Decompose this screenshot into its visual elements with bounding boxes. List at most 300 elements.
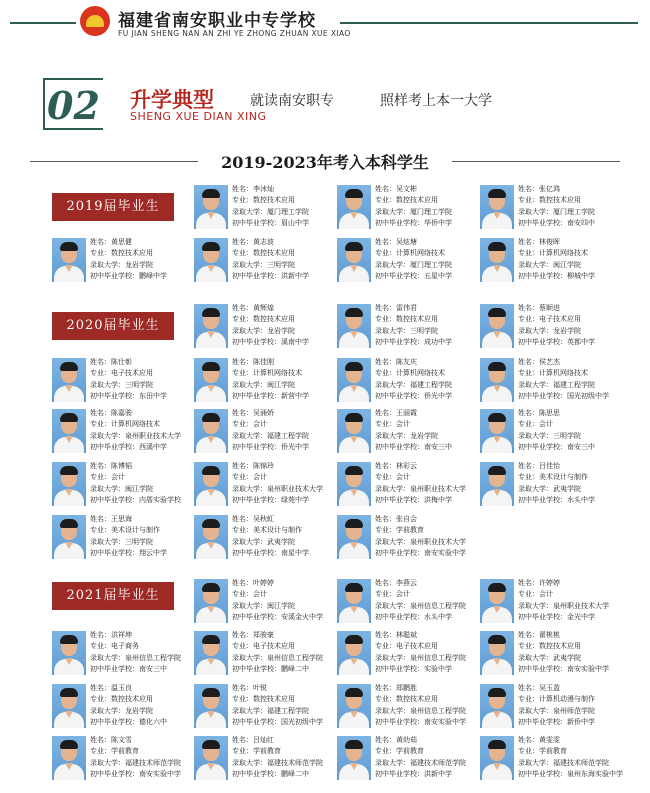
student-junior-school-value: 鹏峰二中 (281, 770, 309, 779)
student-card (337, 578, 487, 624)
student-major (518, 248, 630, 259)
student-university (518, 601, 630, 612)
student-university-label: 录取大学： (90, 537, 125, 546)
student-university-label: 录取大学： (518, 484, 553, 493)
student-university-value: 武夷学院 (553, 484, 581, 493)
student-photo (337, 684, 371, 728)
student-photo (337, 515, 371, 559)
student-university-label: 录取大学： (232, 758, 267, 767)
student-junior-school (232, 664, 344, 675)
student-card (52, 357, 202, 403)
student-photo (52, 462, 86, 506)
student-photo (52, 631, 86, 675)
student-junior-school-label: 初中毕业学校： (232, 770, 281, 779)
student-junior-school-label: 初中毕业学校： (232, 392, 281, 401)
student-major (518, 419, 630, 430)
student-university-value: 福建工程学院 (410, 380, 452, 389)
student-university-label: 录取大学： (375, 537, 410, 546)
student-university (232, 260, 344, 271)
student-university (232, 706, 344, 717)
student-junior-school (375, 271, 487, 282)
student-junior-school-value: 眉山中学 (281, 219, 309, 228)
student-name-label: 姓名： (232, 304, 253, 312)
student-name-label: 姓名： (518, 185, 539, 193)
student-major-value: 会计 (111, 473, 125, 482)
student-junior-school (518, 218, 630, 229)
student-major-label: 专业： (518, 249, 539, 258)
student-university-label: 录取大学： (90, 484, 125, 493)
student-name-label: 姓名： (375, 462, 396, 470)
student-junior-school (232, 391, 344, 402)
student-university (90, 431, 202, 442)
student-junior-school-value: 水头中学 (424, 613, 452, 622)
student-info (232, 184, 344, 230)
student-card (194, 630, 344, 676)
student-university-label: 录取大学： (90, 653, 125, 662)
student-major-label: 专业： (232, 747, 253, 756)
student-major (518, 314, 630, 325)
student-major (518, 472, 630, 483)
student-major (232, 419, 344, 430)
student-university-label: 录取大学： (518, 653, 553, 662)
student-card (194, 578, 344, 624)
student-major-label: 专业： (90, 473, 111, 482)
student-name (518, 578, 630, 589)
student-major-value: 数控技术应用 (253, 695, 295, 704)
student-major-value: 数控技术应用 (396, 695, 438, 704)
student-university-value: 闽江学院 (125, 484, 153, 493)
student-name-label: 姓名： (518, 238, 539, 246)
student-junior-school-label: 初中毕业学校： (232, 272, 281, 281)
student-major-label: 专业： (90, 369, 111, 378)
student-card (337, 683, 487, 729)
student-photo (194, 462, 228, 506)
student-university-value: 泉州信息工程学院 (267, 653, 323, 662)
student-major-value: 数控技术应用 (396, 196, 438, 205)
student-major-value: 美术设计与制作 (253, 526, 302, 535)
student-university-label: 录取大学： (90, 758, 125, 767)
student-name (518, 683, 630, 694)
student-major (518, 641, 630, 652)
student-major-label: 专业： (90, 526, 111, 535)
student-university-value: 泉州职业技术大学 (553, 601, 609, 610)
student-major-label: 专业： (232, 249, 253, 258)
student-major-label: 专业： (518, 315, 539, 324)
student-major (518, 694, 630, 705)
student-major-label: 专业： (232, 420, 253, 429)
student-university (232, 326, 344, 337)
student-university (375, 207, 487, 218)
student-info (518, 237, 630, 283)
student-name (90, 461, 202, 472)
student-info (232, 630, 344, 676)
student-name (375, 184, 487, 195)
student-junior-school-value: 水头中学 (567, 496, 595, 505)
student-name (232, 184, 344, 195)
student-junior-school-label: 初中毕业学校： (90, 665, 139, 674)
student-university (375, 484, 487, 495)
student-major-label: 专业： (375, 196, 396, 205)
student-info (232, 683, 344, 729)
student-major-label: 专业： (518, 747, 539, 756)
student-card (480, 184, 630, 230)
student-university (90, 484, 202, 495)
student-info (375, 735, 487, 781)
student-info (90, 735, 202, 781)
student-university (375, 326, 487, 337)
student-university-value: 泉州职业技术大学 (125, 431, 181, 440)
student-university-value: 福建技术师范学院 (125, 758, 181, 767)
student-junior-school (232, 218, 344, 229)
student-major-label: 专业： (518, 642, 539, 651)
student-card (480, 630, 630, 676)
student-major-label: 专业： (90, 249, 111, 258)
student-major-label: 专业： (232, 642, 253, 651)
student-name-label: 姓名： (518, 358, 539, 366)
student-university-value: 武夷学院 (553, 653, 581, 662)
student-major (375, 195, 487, 206)
student-major-value: 数控技术应用 (253, 249, 295, 258)
student-university-value: 泉州信息工程学院 (410, 706, 466, 715)
student-name (232, 357, 344, 368)
student-university-value: 厦门理工学院 (267, 207, 309, 216)
student-card (194, 408, 344, 454)
student-name-value: 王丽霞 (396, 409, 417, 417)
student-name-label: 姓名： (518, 579, 539, 587)
student-name (375, 630, 487, 641)
student-photo (480, 185, 514, 229)
student-info (518, 408, 630, 454)
student-card (194, 184, 344, 230)
student-junior-school (232, 612, 344, 623)
student-name-value: 蔡顺进 (539, 304, 560, 312)
student-major-label: 专业： (518, 695, 539, 704)
student-junior-school-value: 南安三中 (139, 665, 167, 674)
student-major (232, 589, 344, 600)
student-major (375, 314, 487, 325)
student-junior-school-value: 东田中学 (139, 392, 167, 401)
student-name (232, 578, 344, 589)
student-university-value: 武夷学院 (267, 537, 295, 546)
section-subtitle-2: 照样考上本一大学 (380, 93, 492, 109)
student-junior-school (375, 495, 487, 506)
student-university-value: 福建工程学院 (553, 380, 595, 389)
student-university-value: 福建技术师范学院 (553, 758, 609, 767)
student-major (232, 694, 344, 705)
student-university-label: 录取大学： (375, 326, 410, 335)
student-junior-school (375, 548, 487, 559)
student-major-label: 专业： (518, 473, 539, 482)
student-info (232, 237, 344, 283)
student-junior-school (90, 664, 202, 675)
student-name (90, 408, 202, 419)
student-name-label: 姓名： (232, 238, 253, 246)
student-junior-school-label: 初中毕业学校： (375, 718, 424, 727)
student-junior-school-label: 初中毕业学校： (518, 718, 567, 727)
student-card (480, 683, 630, 729)
student-junior-school-value: 西溪中学 (139, 443, 167, 452)
student-junior-school (518, 717, 630, 728)
student-junior-school-value: 鹏峰中学 (139, 272, 167, 281)
student-info (90, 408, 202, 454)
student-name-value: 李沐灿 (253, 185, 274, 193)
student-major-value: 数控技术应用 (111, 695, 153, 704)
student-major-value: 美术设计与制作 (539, 473, 588, 482)
student-university-value: 闽江学院 (553, 260, 581, 269)
student-major (232, 641, 344, 652)
student-university-label: 录取大学： (232, 326, 267, 335)
student-name-value: 吴文彬 (396, 185, 417, 193)
student-name (518, 303, 630, 314)
student-university-value: 福建技术师范学院 (410, 758, 466, 767)
student-name-label: 姓名： (90, 358, 111, 366)
student-name-value: 郑骏豪 (253, 631, 274, 639)
student-junior-school-label: 初中毕业学校： (90, 549, 139, 558)
student-name-value: 林聪斌 (396, 631, 417, 639)
student-name-value: 黄思健 (111, 238, 132, 246)
student-junior-school-value: 柳城中学 (567, 272, 595, 281)
student-university-value: 泉州信息工程学院 (410, 601, 466, 610)
student-university (518, 431, 630, 442)
student-major-value: 学前教育 (539, 747, 567, 756)
student-photo (194, 185, 228, 229)
student-info (518, 735, 630, 781)
student-junior-school-value: 南安三中 (567, 443, 595, 452)
student-name-value: 陈博韬 (111, 462, 132, 470)
student-junior-school-label: 初中毕业学校： (232, 665, 281, 674)
student-name-label: 姓名： (518, 631, 539, 639)
student-junior-school (232, 337, 344, 348)
student-name-value: 陈思思 (539, 409, 560, 417)
student-major (90, 248, 202, 259)
student-major-value: 数控技术应用 (111, 249, 153, 258)
student-info (232, 303, 344, 349)
student-junior-school-value: 南安三中 (424, 443, 452, 452)
student-name (232, 408, 344, 419)
student-junior-school-value: 洪新中学 (424, 770, 452, 779)
student-photo (194, 358, 228, 402)
student-major-label: 专业： (232, 196, 253, 205)
student-junior-school-label: 初中毕业学校： (90, 718, 139, 727)
student-card (480, 735, 630, 781)
student-name-label: 姓名： (518, 736, 539, 744)
student-junior-school-value: 南安实验中学 (424, 718, 466, 727)
student-junior-school-value: 成功中学 (424, 338, 452, 347)
student-junior-school-label: 初中毕业学校： (375, 338, 424, 347)
student-junior-school-value: 实验中学 (424, 665, 452, 674)
school-name-pinyin: FU JIAN SHENG NAN AN ZHI YE ZHONG ZHUAN XUE XIAO (118, 29, 351, 38)
student-major-label: 专业： (375, 526, 396, 535)
student-name-label: 姓名： (232, 358, 253, 366)
student-info (518, 357, 630, 403)
student-photo (337, 631, 371, 675)
student-junior-school-value: 新营中学 (281, 392, 309, 401)
student-junior-school-label: 初中毕业学校： (375, 219, 424, 228)
student-university (375, 380, 487, 391)
student-junior-school (375, 769, 487, 780)
student-university (518, 326, 630, 337)
student-major-label: 专业： (518, 196, 539, 205)
student-name-label: 姓名： (90, 238, 111, 246)
student-university (90, 758, 202, 769)
student-junior-school (375, 337, 487, 348)
student-info (518, 303, 630, 349)
student-junior-school (518, 495, 630, 506)
student-university-value: 三明学院 (125, 380, 153, 389)
student-name (90, 735, 202, 746)
student-university-label: 录取大学： (518, 706, 553, 715)
student-info (232, 461, 344, 507)
student-major-label: 专业： (232, 695, 253, 704)
student-name (375, 735, 487, 746)
grade-label-2021: 2021届毕业生 (52, 582, 174, 610)
student-photo (52, 238, 86, 282)
student-major-label: 专业： (232, 526, 253, 535)
student-name (518, 184, 630, 195)
student-major (90, 746, 202, 757)
student-junior-school (90, 495, 202, 506)
student-name (518, 461, 630, 472)
student-major-label: 专业： (375, 473, 396, 482)
student-university-value: 泉州信息工程学院 (410, 653, 466, 662)
student-name-label: 姓名： (375, 358, 396, 366)
student-major-label: 专业： (375, 747, 396, 756)
student-major-label: 专业： (375, 590, 396, 599)
student-info (232, 357, 344, 403)
student-photo (194, 736, 228, 780)
student-junior-school-label: 初中毕业学校： (375, 613, 424, 622)
student-name-value: 温玉良 (111, 684, 132, 692)
student-major (90, 641, 202, 652)
student-major-value: 学前教育 (396, 526, 424, 535)
student-info (375, 237, 487, 283)
student-card (52, 237, 202, 283)
student-university-label: 录取大学： (232, 706, 267, 715)
student-name-value: 张亿鸿 (539, 185, 560, 193)
student-university (375, 601, 487, 612)
student-name-label: 姓名： (90, 684, 111, 692)
student-junior-school (90, 271, 202, 282)
student-name-label: 姓名： (518, 684, 539, 692)
student-junior-school-value: 内厝实验学校 (139, 496, 181, 505)
student-university-label: 录取大学： (232, 537, 267, 546)
student-university-label: 录取大学： (518, 758, 553, 767)
student-university-label: 录取大学： (90, 260, 125, 269)
section-title-pinyin: SHENG XUE DIAN XING (130, 110, 267, 123)
student-major-value: 数控技术应用 (253, 196, 295, 205)
student-junior-school-value: 国光初级中学 (567, 392, 609, 401)
student-university (518, 706, 630, 717)
student-photo (480, 736, 514, 780)
student-junior-school-value: 德化六中 (139, 718, 167, 727)
student-info (518, 630, 630, 676)
student-university-value: 龙岩学院 (125, 260, 153, 269)
student-card (337, 184, 487, 230)
student-university-label: 录取大学： (518, 380, 553, 389)
student-info (90, 357, 202, 403)
student-name-value: 叶锐 (253, 684, 267, 692)
student-card (52, 683, 202, 729)
student-name-value: 侯艺杰 (539, 358, 560, 366)
student-major-value: 电子技术应用 (396, 642, 438, 651)
student-name-label: 姓名： (375, 409, 396, 417)
student-major-value: 学前教育 (253, 747, 281, 756)
student-university (375, 758, 487, 769)
student-photo (337, 579, 371, 623)
student-major-value: 会计 (253, 473, 267, 482)
student-junior-school-value: 侨光中学 (281, 443, 309, 452)
student-name-label: 姓名： (375, 684, 396, 692)
student-info (375, 303, 487, 349)
student-junior-school-value: 鹏峰二中 (281, 665, 309, 674)
student-name-label: 姓名： (518, 462, 539, 470)
student-name-label: 姓名： (375, 579, 396, 587)
student-university-label: 录取大学： (232, 431, 267, 440)
student-junior-school-value: 南安四中 (567, 219, 595, 228)
section-number: 02 (47, 83, 100, 128)
student-card (337, 303, 487, 349)
student-university-value: 龙岩学院 (125, 706, 153, 715)
student-major-value: 数控技术应用 (253, 315, 295, 324)
student-university-label: 录取大学： (375, 758, 410, 767)
student-major (375, 419, 487, 430)
student-university-value: 泉州职业技术大学 (267, 484, 323, 493)
student-name (518, 408, 630, 419)
student-university-label: 录取大学： (232, 484, 267, 493)
student-university-label: 录取大学： (375, 260, 410, 269)
student-major-value: 会计 (396, 420, 410, 429)
student-junior-school-value: 南星中学 (281, 549, 309, 558)
student-major-label: 专业： (518, 369, 539, 378)
student-major (375, 248, 487, 259)
student-junior-school-label: 初中毕业学校： (232, 443, 281, 452)
student-university-label: 录取大学： (232, 653, 267, 662)
school-name: 福建省南安职业中专学校 (118, 11, 316, 31)
student-university-value: 三明学院 (410, 326, 438, 335)
student-info (375, 514, 487, 560)
student-junior-school-value: 金光中学 (567, 613, 595, 622)
student-university (90, 380, 202, 391)
student-card (337, 514, 487, 560)
student-name-value: 雷伟君 (396, 304, 417, 312)
student-photo (52, 409, 86, 453)
student-university (232, 653, 344, 664)
student-photo (194, 631, 228, 675)
student-name-value: 张自会 (396, 515, 417, 523)
student-name (232, 237, 344, 248)
student-name (90, 514, 202, 525)
student-university-value: 福建工程学院 (267, 706, 309, 715)
student-junior-school (232, 442, 344, 453)
student-junior-school-label: 初中毕业学校： (232, 718, 281, 727)
student-name-value: 吴秋虹 (253, 515, 274, 523)
student-major-label: 专业： (518, 420, 539, 429)
student-major-value: 学前教育 (396, 747, 424, 756)
student-photo (194, 304, 228, 348)
student-major-value: 计算机网络技术 (396, 249, 445, 258)
student-card (194, 461, 344, 507)
student-junior-school (375, 442, 487, 453)
student-major-label: 专业： (90, 747, 111, 756)
student-university-label: 录取大学： (375, 601, 410, 610)
student-name-value: 陈锦玲 (253, 462, 274, 470)
student-junior-school-label: 初中毕业学校： (518, 496, 567, 505)
main-title: 2019-2023年考入本科学生 (221, 153, 429, 172)
student-name (232, 514, 344, 525)
student-university (375, 260, 487, 271)
student-junior-school-label: 初中毕业学校： (90, 392, 139, 401)
student-name-value: 黄辉煌 (253, 304, 274, 312)
